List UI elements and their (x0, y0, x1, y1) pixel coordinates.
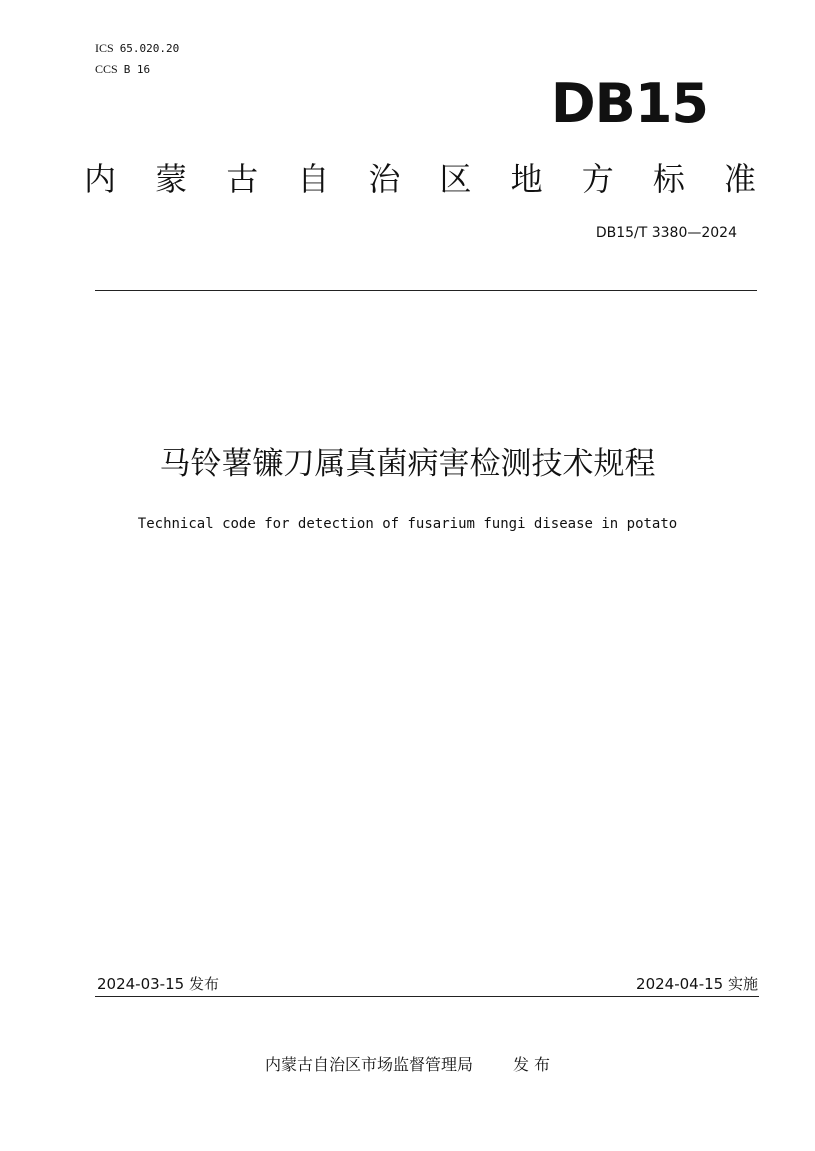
standard-type-char: 标 (652, 160, 685, 198)
standard-type-char: 自 (297, 160, 330, 198)
standard-type-char: 地 (510, 160, 543, 198)
ics-label: ICS (95, 41, 114, 55)
document-title-chinese: 马铃薯镰刀属真菌病害检测技术规程 (159, 446, 656, 482)
issuer-action: 发 布 (512, 1055, 551, 1074)
ccs-value: B 16 (123, 63, 151, 76)
standard-type-heading (80, 158, 760, 200)
document-title-english: Technical code for detection of fusarium fungi disease in potato (137, 516, 678, 532)
ics-code (95, 41, 179, 56)
ics-value: 65.020.20 (119, 42, 180, 55)
standard-type-char: 方 (581, 160, 614, 198)
standard-type-char: 内 (83, 160, 116, 198)
standard-number: DB15/T 3380—2024 (595, 225, 737, 241)
issuer-name: 内蒙古自治区市场监督管理局 (264, 1055, 473, 1074)
standard-type-char: 区 (439, 160, 472, 198)
standard-type-char: 古 (226, 160, 259, 198)
publish-date: 2024-03-15 发布 (97, 975, 219, 993)
ccs-label: CCS (95, 62, 118, 76)
bottom-divider (95, 996, 759, 997)
db15-logo: DB15 (550, 72, 708, 135)
ccs-code (95, 62, 150, 77)
top-divider (95, 290, 757, 291)
standard-type-char: 蒙 (155, 160, 188, 198)
implement-date: 2024-04-15 实施 (636, 975, 758, 993)
standard-type-char: 准 (723, 160, 756, 198)
standard-type-char: 治 (368, 160, 401, 198)
issuer-line (0, 1054, 815, 1076)
